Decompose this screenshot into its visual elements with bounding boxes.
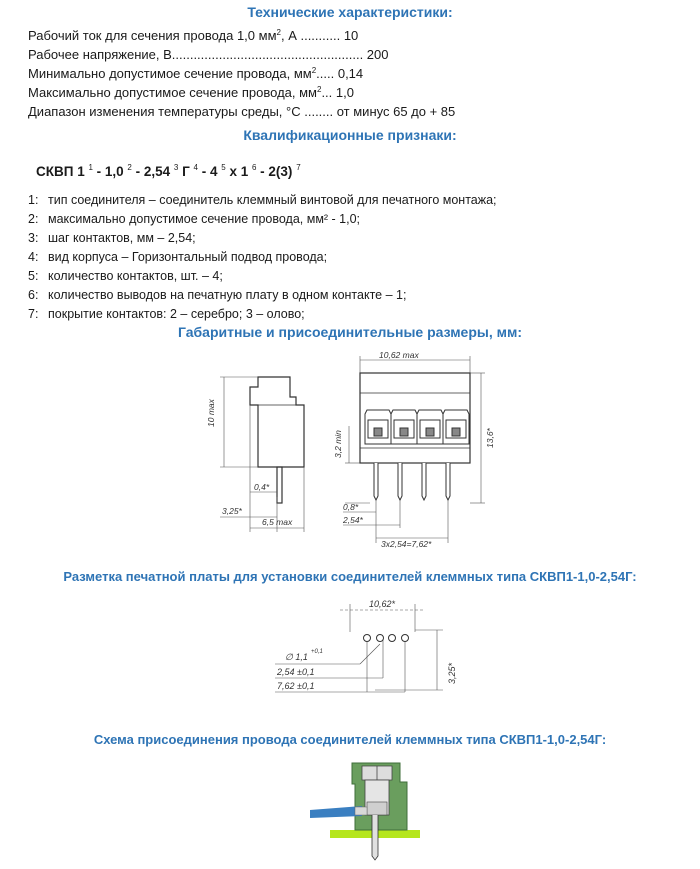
list-item-text: покрытие контактов: 2 – серебро; 3 – олово; [48, 307, 305, 321]
dim-total-pitch-label: 3х2,54=7,62* [381, 539, 432, 549]
heading-technical-specs: Технические характеристики: [247, 4, 453, 20]
side-view-drawing [200, 352, 340, 542]
superscript: 2 [311, 66, 317, 75]
terminal-slot [417, 410, 443, 444]
list-item [28, 229, 497, 248]
dim-pin-width-label: 0,4* [254, 482, 270, 492]
dim-pin-length-label: 3,2 min [333, 430, 343, 458]
pcb-hole [364, 635, 371, 642]
list-item [28, 248, 497, 267]
pcb-pin [422, 463, 426, 500]
pcb-pin [446, 463, 450, 500]
code-index: 3 [173, 163, 179, 172]
pcb-pitch-label: 2,54 ±0,1 [277, 667, 315, 677]
code-index: 6 [251, 163, 257, 172]
dim-width-label: 10,62 max [379, 350, 419, 360]
spec-working-current [28, 26, 358, 45]
pcb-hole [389, 635, 396, 642]
wiring-diagram [310, 758, 430, 869]
list-item-text: вид корпуса – Горизонтальный подвод провода; [48, 250, 328, 264]
code-part: - 2(3) [256, 164, 297, 179]
list-item [28, 286, 497, 305]
list-item-text: шаг контактов, мм – 2,54; [48, 231, 196, 245]
spec-temperature-range: Диапазон изменения температуры среды, °С ........ от минус 65 до + 85 [28, 104, 456, 119]
list-item-number: 5: [28, 269, 39, 283]
code-index: 1 [88, 163, 93, 172]
heading-wiring-scheme: Схема присоединения провода соединителей клеммных типа СКВП1-1,0-2,54Г: [93, 732, 607, 747]
designation-code [36, 164, 301, 179]
list-item-number: 1: [28, 193, 39, 207]
terminal-slot [365, 410, 391, 444]
list-item-text: количество контактов, шт. – 4; [48, 269, 223, 283]
spec-working-voltage: Рабочее напряжение, В..................................................... 200 [28, 47, 389, 62]
code-part: х 1 [225, 164, 252, 179]
heading-dimensions: Габаритные и присоединительные размеры, мм: [177, 324, 523, 340]
list-item-text: количество выводов на печатную плату в одном контакте – 1; [48, 288, 407, 302]
list-item-number: 3: [28, 231, 39, 245]
code-index: 5 [221, 163, 226, 172]
list-item [28, 305, 497, 324]
clamp-plate [367, 802, 387, 815]
code-part: - 1,0 [92, 164, 128, 179]
list-item-number: 6: [28, 288, 39, 302]
dim-depth-label: 6,5 max [262, 517, 293, 527]
superscript: 2 [276, 28, 281, 37]
pcb-hole-diameter-label: ∅ 1,1 [285, 652, 308, 662]
dim-offset-label: 3,25* [222, 506, 242, 516]
list-item [28, 191, 497, 210]
list-item-text: максимально допустимое сечение провода, мм² - 1,0; [48, 212, 361, 226]
spec-min-label: Минимально допустимое сечение провода, мм [28, 66, 312, 81]
heading-qualification: Квалификационные признаки: [243, 127, 457, 143]
terminal-slot [443, 410, 469, 444]
list-item-number: 2: [28, 212, 39, 226]
side-pin [277, 467, 282, 503]
terminal-slot [391, 410, 417, 444]
pcb-layout-drawing [265, 592, 465, 702]
feature-list [28, 191, 497, 324]
spec-min-value: ..... 0,14 [316, 66, 364, 81]
spec-current-value: , А ........... 10 [280, 28, 359, 43]
pcb-total-pitch-label: 7,62 ±0,1 [277, 681, 315, 691]
list-item [28, 210, 497, 229]
code-part: Г [178, 164, 194, 179]
pcb-hole [402, 635, 409, 642]
dim-height-label: 10 max [206, 399, 216, 427]
pcb-offset-label: 3,25* [447, 662, 457, 684]
leader-line [360, 644, 380, 664]
spec-min-section [28, 64, 363, 83]
spec-max-label: Максимально допустимое сечение провода, мм [28, 85, 317, 100]
pcb-hole [377, 635, 384, 642]
list-item-number: 7: [28, 307, 39, 321]
wire-core [355, 807, 367, 815]
code-part: - 4 [197, 164, 222, 179]
wire-insulation [310, 806, 362, 818]
code-part: - 2,54 [131, 164, 174, 179]
pcb-pin [374, 463, 378, 500]
terminal-pin [372, 815, 378, 860]
heading-pcb-layout: Разметка печатной платы для установки соединителей клеммных типа СКВП1-1,0-2,54Г: [63, 569, 637, 584]
list-item-number: 4: [28, 250, 39, 264]
code-index: 4 [193, 163, 198, 172]
dim-pitch-label: 2,54* [343, 515, 363, 525]
pcb-pin [398, 463, 402, 500]
superscript: 2 [316, 85, 322, 94]
spec-current-label: Рабочий ток для сечения провода 1,0 мм [28, 28, 277, 43]
list-item [28, 267, 497, 286]
dim-total-height-label: 13,6* [485, 428, 495, 448]
code-index: 2 [127, 163, 132, 172]
dim-pin-offset-label: 0,8* [343, 502, 359, 512]
code-index: 7 [296, 163, 301, 172]
front-view-drawing [335, 348, 505, 548]
pcb-hole-tolerance-label: +0,1 [311, 649, 323, 655]
code-part: СКВП 1 [36, 164, 89, 179]
side-housing-outline [250, 377, 304, 467]
spec-max-value: ... 1,0 [321, 85, 354, 100]
pcb-width-label: 10,62* [369, 599, 396, 609]
spec-max-section [28, 83, 354, 102]
list-item-text: тип соединителя – соединитель клеммный винтовой для печатного монтажа; [48, 193, 497, 207]
